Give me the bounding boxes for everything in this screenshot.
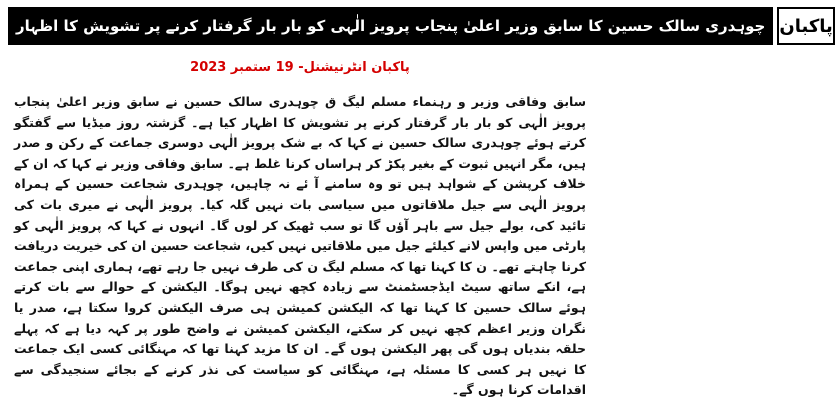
dateline: پاکبان انٹرنیشنل- 19 ستمبر 2023 [190, 60, 410, 75]
article-paragraph: سابق وفاقی وزیر و رہنماء مسلم لیگ ق چوہدری سالک حسین نے سابق وزیر اعلیٰ پنجاب پرویز الٰہی کو بار بار گرفتار کرنے پر تشویش کا اظہار کیا ہے۔ گزشتہ روز میڈیا سے گفتگو کرتے ہوئے چوہدری سالک حسین نے کہا کہ بے شک پرویز الٰہی دوسری جماعت کے رکن و صدر ہیں، مگر انہیں ثبوت کے بغیر پکڑ کر ہراساں کرنا غلط ہے۔ سابق وفاقی وزیر نے کہا کہ ان کے خلاف کرپشن کے شواہد ہیں تو وہ سامنے آ ئے نہ چاہیں، چوہدری شجاعت حسین کے ہمراہ پرویز الٰہی سے جیل ملاقاتوں میں سیاسی بات نہیں گلہ کیا۔ پرویز الٰہی نے میری بات کی تائید کی، بولے جیل سے باہر آؤں گا تو سب ٹھیک کر لوں گا۔ انہوں نے کہا کہ پرویز الٰہی کو پارٹی میں واپس لانے کیلئے جیل میں ملاقاتیں نہیں کیں، شجاعت حسین ان کی خیریت دریافت کرنا چاہتے تھے۔ ن کا کہنا تھا کہ مسلم لیگ ن کی طرف نہیں جا رہے تھے، ہماری اپنی جماعت ہے، انکے ساتھ سیٹ ایڈجسٹمنٹ سے زیادہ کچھ نہیں ہوگا۔ الیکشن کے حوالے سے بات کرتے ہوئے سالک حسین کا کہنا تھا کہ الیکشن کمیشن ہی صرف الیکشن کروا سکتا ہے، صدر یا نگران وزیر اعظم کچھ نہیں کر سکتے، الیکشن کمیشن نے واضح طور پر کہہ دیا ہے کہ پہلے حلقہ بندیاں ہوں گی پھر الیکشن ہوں گے۔ ان کا مزید کہنا تھا کہ مہنگائی کسی ایک جماعت کا نہیں ہر کسی کا مسئلہ ہے، مہنگائی کو سیاست کی نذر کرنے کے بجائے سنجیدگی سے اقدامات کرنا ہوں گے۔ [14, 94, 586, 398]
article-body [14, 92, 586, 401]
headline: چوہدری سالک حسین کا سابق وزیر اعلیٰ پنجاب پرویز الٰہی کو بار بار گرفتار کرنے پر تشویش کا اظہار [8, 7, 773, 45]
header-banner [8, 7, 833, 45]
brand-logo: پاکبان [777, 7, 834, 45]
